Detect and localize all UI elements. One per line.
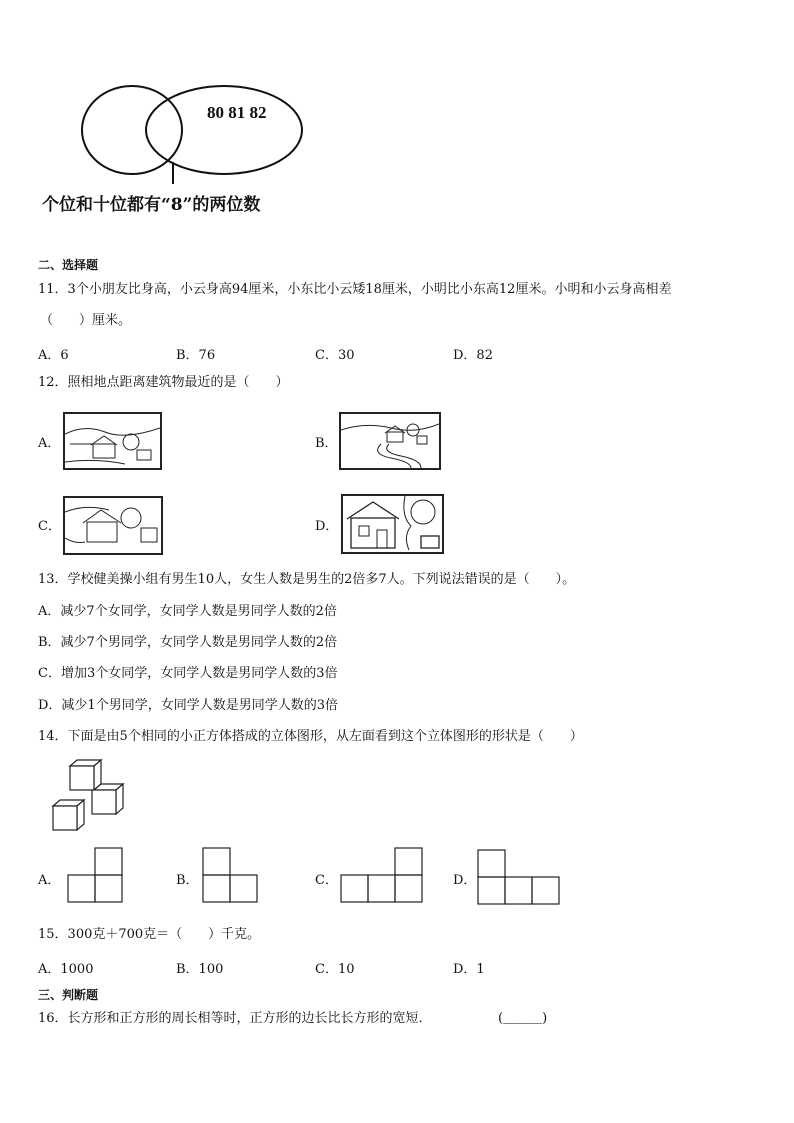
q14-option-b-view[interactable] [202,847,260,905]
cube-stack-figure [50,758,130,834]
q15-stem: 15．300克＋700克＝（ ）千克。 [38,927,261,942]
q14-stem: 14．下面是由5个相同的小正方体搭成的立体图形，从左面看到这个立体图形的形状是（ ） [38,729,583,744]
q16-stem: 16．长方形和正方形的周长相等时，正方形的边长比长方形的宽短． [38,1011,432,1026]
q15-option-b[interactable]: B．100 [176,962,224,977]
q11-option-c[interactable]: C．30 [315,348,355,363]
q14-option-c-view[interactable] [340,847,426,905]
q13-stem: 13．学校健美操小组有男生10人，女生人数是男生的2倍多7人。下列说法错误的是（ ）。 [38,572,576,587]
q15-option-c[interactable]: C．10 [315,962,355,977]
q11-stem-line1: 11．3个小朋友比身高，小云身高94厘米，小东比小云矮18厘米，小明比小东高12厘米。小明和小云身高相差 [38,282,672,297]
venn-right-circle [146,86,302,174]
q15-option-d[interactable]: D．1 [453,962,485,977]
q11-option-a[interactable]: A．6 [38,348,69,363]
q16-answer-blank[interactable]: (＿＿＿) [498,1011,548,1026]
q13-option-a[interactable]: A．减少7个女同学，女同学人数是男同学人数的2倍 [38,604,337,619]
house-scene-far-image [65,414,160,468]
q12-option-c-label[interactable]: C． [38,519,61,534]
q14-option-d-label[interactable]: D． [453,873,477,888]
q11-option-d[interactable]: D．82 [453,348,493,363]
q12-stem: 12．照相地点距离建筑物最近的是（ ） [38,375,289,390]
q11-stem-line2: （ ）厘米。 [40,313,132,328]
q14-option-a-label[interactable]: A． [38,873,61,888]
venn-caption: 个位和十位都有“8”的两位数 [42,195,261,215]
section-title-choice: 二、选择题 [38,258,99,272]
q13-option-d[interactable]: D．减少1个男同学，女同学人数是男同学人数的3倍 [38,698,338,713]
q12-option-b-label[interactable]: B． [315,436,338,451]
q14-option-a-view[interactable] [67,847,125,905]
q15-option-a[interactable]: A．1000 [38,962,94,977]
q13-option-b[interactable]: B．减少7个男同学，女同学人数是男同学人数的2倍 [38,635,338,650]
q14-option-d-view[interactable] [477,849,563,907]
q11-option-b[interactable]: B．76 [176,348,216,363]
q12-option-a-picture[interactable] [63,412,162,470]
q12-option-b-picture[interactable] [339,412,441,470]
house-scene-mid-image [65,498,161,553]
q12-option-d-label[interactable]: D． [315,519,339,534]
house-scene-road-image [341,414,439,468]
q14-option-c-label[interactable]: C． [315,873,338,888]
venn-numbers: 80 81 82 [207,103,267,122]
q12-option-d-picture[interactable] [341,494,444,554]
venn-diagram [40,84,310,184]
house-scene-near-image [343,496,442,552]
section-title-judgment: 三、判断题 [38,988,99,1002]
q14-option-b-label[interactable]: B． [176,873,199,888]
q12-option-a-label[interactable]: A． [38,436,61,451]
q12-option-c-picture[interactable] [63,496,163,555]
q13-option-c[interactable]: C．增加3个女同学，女同学人数是男同学人数的3倍 [38,666,338,681]
